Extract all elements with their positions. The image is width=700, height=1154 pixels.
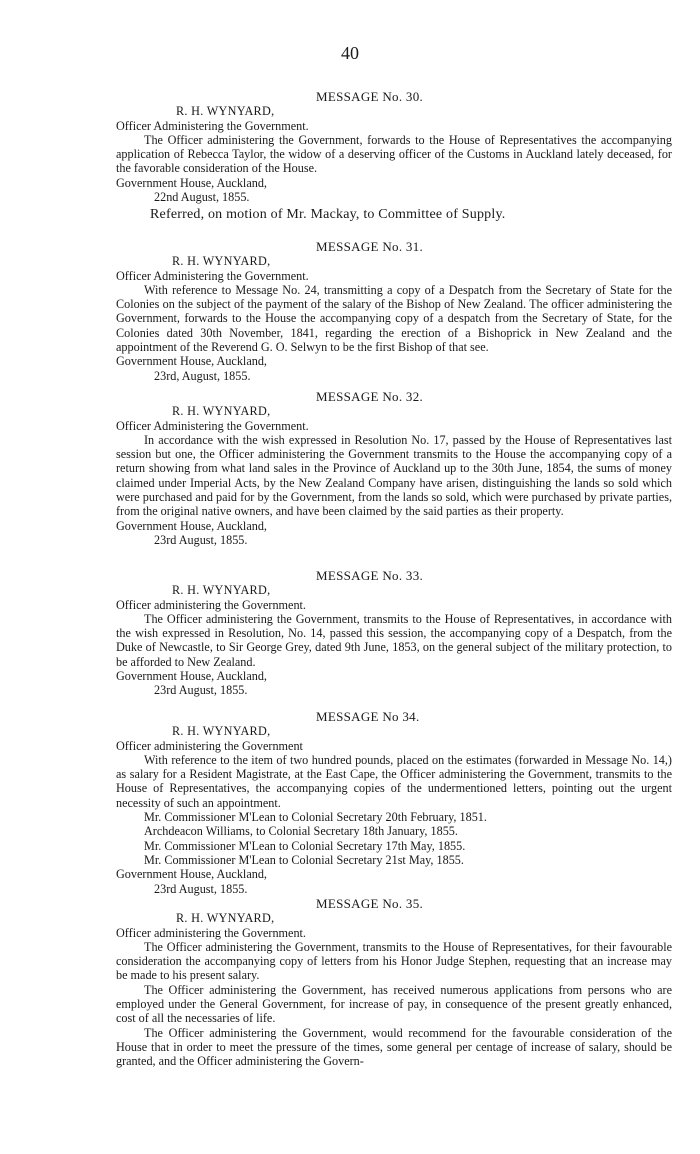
message-heading: MESSAGE No. 32.: [316, 389, 424, 404]
message-date: 23rd August, 1855.: [154, 532, 248, 547]
message-paragraph: In accordance with the wish expressed in Resolution No. 17, passed by the House of Representatives last session but one, the Officer administering the Government transmits to the House the accompanying copy of a return showing from what land sales in the Province of Auckland up to the 30th June, 1854, the sums of money claimed under Imperial Acts, by the New Zealand Company have arisen, distinguishing the lands so sold which were purchased and paid for by the Government, from the lands so sold, which were purchased by private parties, from the original native owners, and have been claimed by the said parties as their property.: [116, 432, 672, 519]
message-place: Government House, Auckland,: [116, 175, 267, 190]
message-place: Government House, Auckland,: [116, 867, 267, 882]
message-place: Government House, Auckland,: [116, 518, 267, 533]
letter-item: Mr. Commissioner M'Lean to Colonial Secretary 17th May, 1855.: [144, 838, 466, 853]
message-date: 23rd August, 1855.: [154, 881, 248, 896]
letter-item: Mr. Commissioner M'Lean to Colonial Secretary 20th February, 1851.: [144, 810, 487, 825]
governor-name: R. H. WYNYARD,: [172, 583, 271, 598]
message-paragraph: With reference to Message No. 24, transmitting a copy of a Despatch from the Secretary of State for the Colonies on the subject of the payment of the salary of the Bishop of New Zealand. The officer administering the Government, forwards to the House the accompanying copy of a despatch from the Secretary of State, for the Colonies dated 30th November, 1841, regarding the erection of a Bishoprick in New Zealand and the appointment of the Reverend G. O. Selwyn to be the first Bishop of that see.: [116, 282, 672, 355]
message-paragraph: The Officer administering the Government, forwards to the House of Representatives the accompanying application of Rebecca Taylor, the widow of a deserving officer of the Customs in Auckland lately deceased, for the favorable consideration of the House.: [116, 132, 672, 176]
message-date: 23rd, August, 1855.: [154, 368, 251, 383]
governor-name: R. H. WYNYARD,: [172, 724, 271, 739]
message-paragraph: With reference to the item of two hundred pounds, placed on the estimates (forwarded in Message No. 14,) as salary for a Resident Magistrate, at the East Cape, the Officer administering the Government, transmits to the House of Representatives, the accompanying copies of the undermentioned letters, pointing out the urgent necessity of such an appointment.: [116, 752, 672, 810]
referral-note: Referred, on motion of Mr. Mackay, to Committee of Supply.: [150, 207, 506, 222]
message-heading: MESSAGE No 34.: [316, 709, 420, 724]
page-number: 40: [341, 43, 359, 63]
message-30: [116, 90, 672, 204]
message-paragraph: The Officer administering the Government, transmits to the House of Representatives, in accordance with the wish expressed in Resolution, No. 14, passed this session, the accompanying copy of a Despatch, from the Duke of Newcastle, to Sir George Grey, dated 9th June, 1853, on the general subject of the military protection, to be afforded to New Zealand.: [116, 611, 672, 669]
message-paragraph: The Officer administering the Government, transmits to the House of Representatives, for their favourable consideration the accompanying copy of letters from his Honor Judge Stephen, requesting that an increase may be made to his present salary.: [116, 939, 672, 983]
governor-name: R. H. WYNYARD,: [176, 104, 275, 119]
governor-office: Officer Administering the Government.: [116, 268, 309, 283]
message-35: [116, 897, 672, 1069]
message-date: 23rd August, 1855.: [154, 683, 248, 698]
message-32: [116, 390, 672, 547]
message-34: [116, 710, 672, 896]
message-paragraph: The Officer administering the Government, would recommend for the favourable consideration of the House that in order to meet the pressure of the times, some general per centage of increase of salary, should be granted, and the Officer administering the Govern-: [116, 1025, 672, 1069]
message-heading: MESSAGE No. 31.: [316, 239, 424, 254]
governor-office: Officer Administering the Government.: [116, 118, 309, 133]
letter-item: Mr. Commissioner M'Lean to Colonial Secretary 21st May, 1855.: [144, 852, 464, 867]
governor-office: Officer administering the Government.: [116, 925, 306, 940]
message-heading: MESSAGE No. 30.: [316, 89, 424, 104]
governor-office: Officer administering the Government: [116, 738, 303, 753]
governor-name: R. H. WYNYARD,: [172, 254, 271, 269]
governor-name: R. H. WYNYARD,: [176, 911, 275, 926]
message-33: [116, 569, 672, 698]
message-date: 22nd August, 1855.: [154, 190, 250, 205]
letter-item: Archdeacon Williams, to Colonial Secretary 18th January, 1855.: [144, 824, 458, 839]
message-heading: MESSAGE No. 35.: [316, 896, 424, 911]
message-place: Government House, Auckland,: [116, 669, 267, 684]
message-heading: MESSAGE No. 33.: [316, 568, 424, 583]
message-31: [116, 240, 672, 383]
governor-office: Officer Administering the Government.: [116, 418, 309, 433]
message-place: Government House, Auckland,: [116, 354, 267, 369]
governor-name: R. H. WYNYARD,: [172, 404, 271, 419]
governor-office: Officer administering the Government.: [116, 597, 306, 612]
message-paragraph: The Officer administering the Government, has received numerous applications from persons who are employed under the General Government, for increase of pay, in consequence of the present greatly enhanced, cost of all the necessaries of life.: [116, 982, 672, 1026]
